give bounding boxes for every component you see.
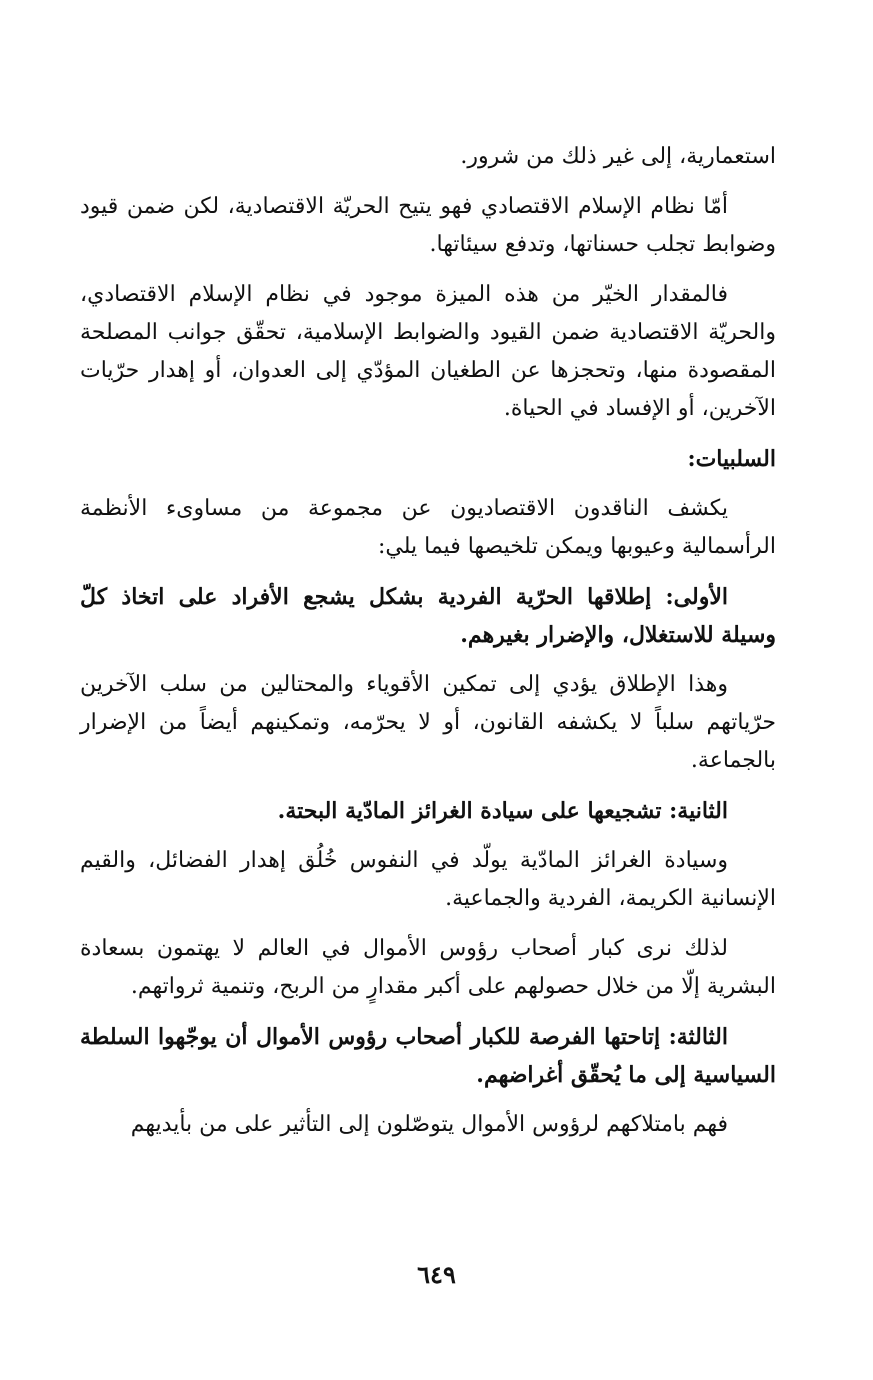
page-number: ٦٤٩ <box>417 1260 456 1289</box>
point-second: الثانية: تشجيعها على سيادة الغرائز المادّية البحتة. <box>277 798 728 824</box>
paragraph-1: استعمارية، إلى غير ذلك من شرور. <box>460 144 776 169</box>
section-heading-negatives: السلبيات: <box>687 446 776 472</box>
paragraph-3: فالمقدار الخيّر من هذه الميزة موجود في نظام الإسلام الاقتصادي، والحريّة الاقتصادية ضمن القيود والضوابط الإسلامية، تحقّق جوانب المصلحة المقصودة منها، وتحجزها عن الطغيان المؤدّي إلى العدوان، أو إهدار حرّيات الآخرين، أو الإفساد في الحياة. <box>80 282 776 421</box>
point-third: الثالثة: إتاحتها الفرصة للكبار أصحاب رؤوس الأموال أن يوجّهوا السلطة السياسية إلى ما يُحقّق أغراضهم. <box>80 1024 776 1088</box>
paragraph-5: يكشف الناقدون الاقتصاديون عن مجموعة من مساوىء الأنظمة الرأسمالية وعيوبها ويمكن تلخيصها فيما يلي: <box>80 496 776 559</box>
paragraph-12: فهم بامتلاكهم لرؤوس الأموال يتوصّلون إلى التأثير على من بأيديهم <box>130 1112 728 1137</box>
page-body <box>80 138 776 1156</box>
paragraph-10: لذلك نرى كبار أصحاب رؤوس الأموال في العالم لا يهتمون بسعادة البشرية إلّا من خلال حصولهم على أكبر مقدارٍ من الربح، وتنمية ثرواتهم. <box>80 936 776 999</box>
paragraph-9: وسيادة الغرائز المادّية يولّد في النفوس خُلُق إهدار الفضائل، والقيم الإنسانية الكريمة، الفردية والجماعية. <box>80 848 776 911</box>
paragraph-2: أمّا نظام الإسلام الاقتصادي فهو يتيح الحريّة الاقتصادية، لكن ضمن قيود وضوابط تجلب حسناتها، وتدفع سيئاتها. <box>80 194 776 257</box>
paragraph-7: وهذا الإطلاق يؤدي إلى تمكين الأقوياء والمحتالين من سلب الآخرين حرّياتهم سلباً لا يكشفه القانون، أو لا يحرّمه، وتمكينهم أيضاً من الإضرار بالجماعة. <box>80 672 776 773</box>
point-first: الأولى: إطلاقها الحرّية الفردية بشكل يشجع الأفراد على اتخاذ كلّ وسيلة للاستغلال، والإضرار بغيرهم. <box>80 584 776 648</box>
